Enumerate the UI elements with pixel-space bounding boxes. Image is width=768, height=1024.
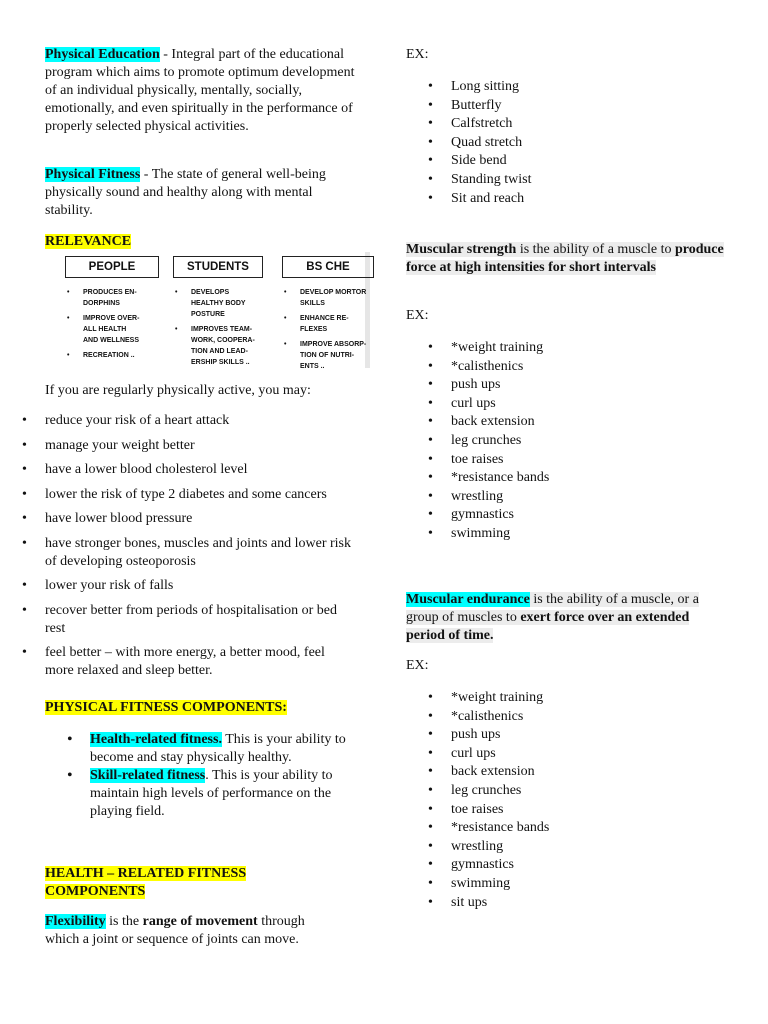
strength-example-item: • wrestling [406,488,706,507]
endurance-example-item: • leg crunches [406,782,706,801]
hr-heading: HEALTH – RELATED FITNESS COMPONENTS [45,866,247,899]
endurance-example-item: • *calisthenics [406,708,706,727]
benefits-list [45,412,357,687]
people-item: • IMPROVE OVER- ALL HEALTH AND WELLNESS [65,313,165,346]
relevance-figure [45,252,370,368]
flexibility-example-item: • Side bend [406,152,706,171]
endurance-example-item: • *weight training [406,689,706,708]
bsche-item: • IMPROVE ABSORP- TION OF NUTRI- ENTS .. [282,339,367,372]
people-item: • PRODUCES EN- DORPHINS [65,287,165,309]
benefit-item: • lower the risk of type 2 diabetes and some cancers [45,486,357,504]
bsche-header: BS CHE [282,256,374,278]
flexibility-definition: Flexibility is the range of movement through which a joint or sequence of joints can move. [45,914,305,947]
bsche-list [282,287,367,376]
benefit-item: • have a lower blood cholesterol level [45,461,357,479]
benefit-item: • feel better – with more energy, a better mood, feel more relaxed and sleep better. [45,644,357,680]
strength-example-item: • gymnastics [406,506,706,525]
benefit-item: • have stronger bones, muscles and joints and lower risk of developing osteoporosis [45,535,357,571]
pe-term: Physical Education [45,47,160,62]
benefit-item: • reduce your risk of a heart attack [45,412,357,430]
muscular-endurance-definition: Muscular endurance is the ability of a muscle, or a group of muscles to exert force over an extended period of time. [406,592,699,643]
skill-related-item: • Skill-related fitness. This is your ability to maintain high levels of performance on the playing field. [45,767,355,821]
pf-def-text: - The state of general well-being physically sound and healthy along with mental stability. [45,167,326,218]
benefit-item: • have lower blood pressure [45,510,357,528]
strength-example-item: • *calisthenics [406,358,706,377]
flexibility-example-item: • Quad stretch [406,134,706,153]
endurance-example-item: • push ups [406,726,706,745]
endurance-example-item: • wrestling [406,838,706,857]
strength-example-item: • toe raises [406,451,706,470]
strength-example-item: • leg crunches [406,432,706,451]
bsche-item: • ENHANCE RE- FLEXES [282,313,367,335]
flexibility-example-item: • Calfstretch [406,115,706,134]
pf-definition [45,166,355,220]
endurance-example-item: • *resistance bands [406,819,706,838]
endurance-example-item: • toe raises [406,801,706,820]
ex-label-flex: EX: [406,47,429,62]
components-list [45,731,355,821]
strength-example-item: • *weight training [406,339,706,358]
students-item: • DEVELOPS HEALTHY BODY POSTURE [173,287,273,320]
ex-label-strength: EX: [406,308,429,323]
health-related-item: • Health-related fitness. This is your ability to become and stay physically healthy. [45,731,355,767]
pf-term: Physical Fitness [45,167,141,182]
strength-example-item: • back extension [406,413,706,432]
benefit-item: • recover better from periods of hospitalisation or bed rest [45,602,357,638]
components-heading: PHYSICAL FITNESS COMPONENTS: [45,700,287,715]
endurance-example-item: • back extension [406,763,706,782]
strength-example-item: • *resistance bands [406,469,706,488]
benefit-item: • manage your weight better [45,437,357,455]
flexibility-example-item: • Sit and reach [406,190,706,209]
ex-label-endurance: EX: [406,658,429,673]
strength-examples [406,339,706,544]
pe-definition [45,46,363,136]
flexibility-example-item: • Standing twist [406,171,706,190]
students-header: STUDENTS [173,256,263,278]
people-header: PEOPLE [65,256,159,278]
flexibility-example-item: • Long sitting [406,78,706,97]
flexibility-examples [406,78,706,208]
endurance-example-item: • curl ups [406,745,706,764]
students-item: • IMPROVES TEAM- WORK, COOPERA- TION AND LEAD- ERSHIP SKILLS .. [173,324,273,368]
strength-example-item: • swimming [406,525,706,544]
flexibility-example-item: • Butterfly [406,97,706,116]
students-list [173,287,273,372]
endurance-example-item: • gymnastics [406,856,706,875]
endurance-example-item: • sit ups [406,894,706,913]
bsche-item: • DEVELOP MORTOR SKILLS [282,287,367,309]
relevance-heading: RELEVANCE [45,234,132,249]
strength-example-item: • curl ups [406,395,706,414]
muscular-strength-definition: Muscular strength is the ability of a muscle to produce force at high intensities for short intervals [406,242,724,275]
benefit-item: • lower your risk of falls [45,577,357,595]
endurance-example-item: • swimming [406,875,706,894]
strength-example-item: • push ups [406,376,706,395]
pe-def-text: - Integral part of the educational program which aims to promote optimum development of an individual physically, mentally, socially, emotionally, and even spiritually in the performance of properly selected physical activities. [45,47,355,134]
people-list [65,287,165,365]
endurance-examples [406,689,706,912]
people-item: • RECREATION .. [65,350,165,361]
active-intro: If you are regularly physically active, you may: [45,383,311,398]
